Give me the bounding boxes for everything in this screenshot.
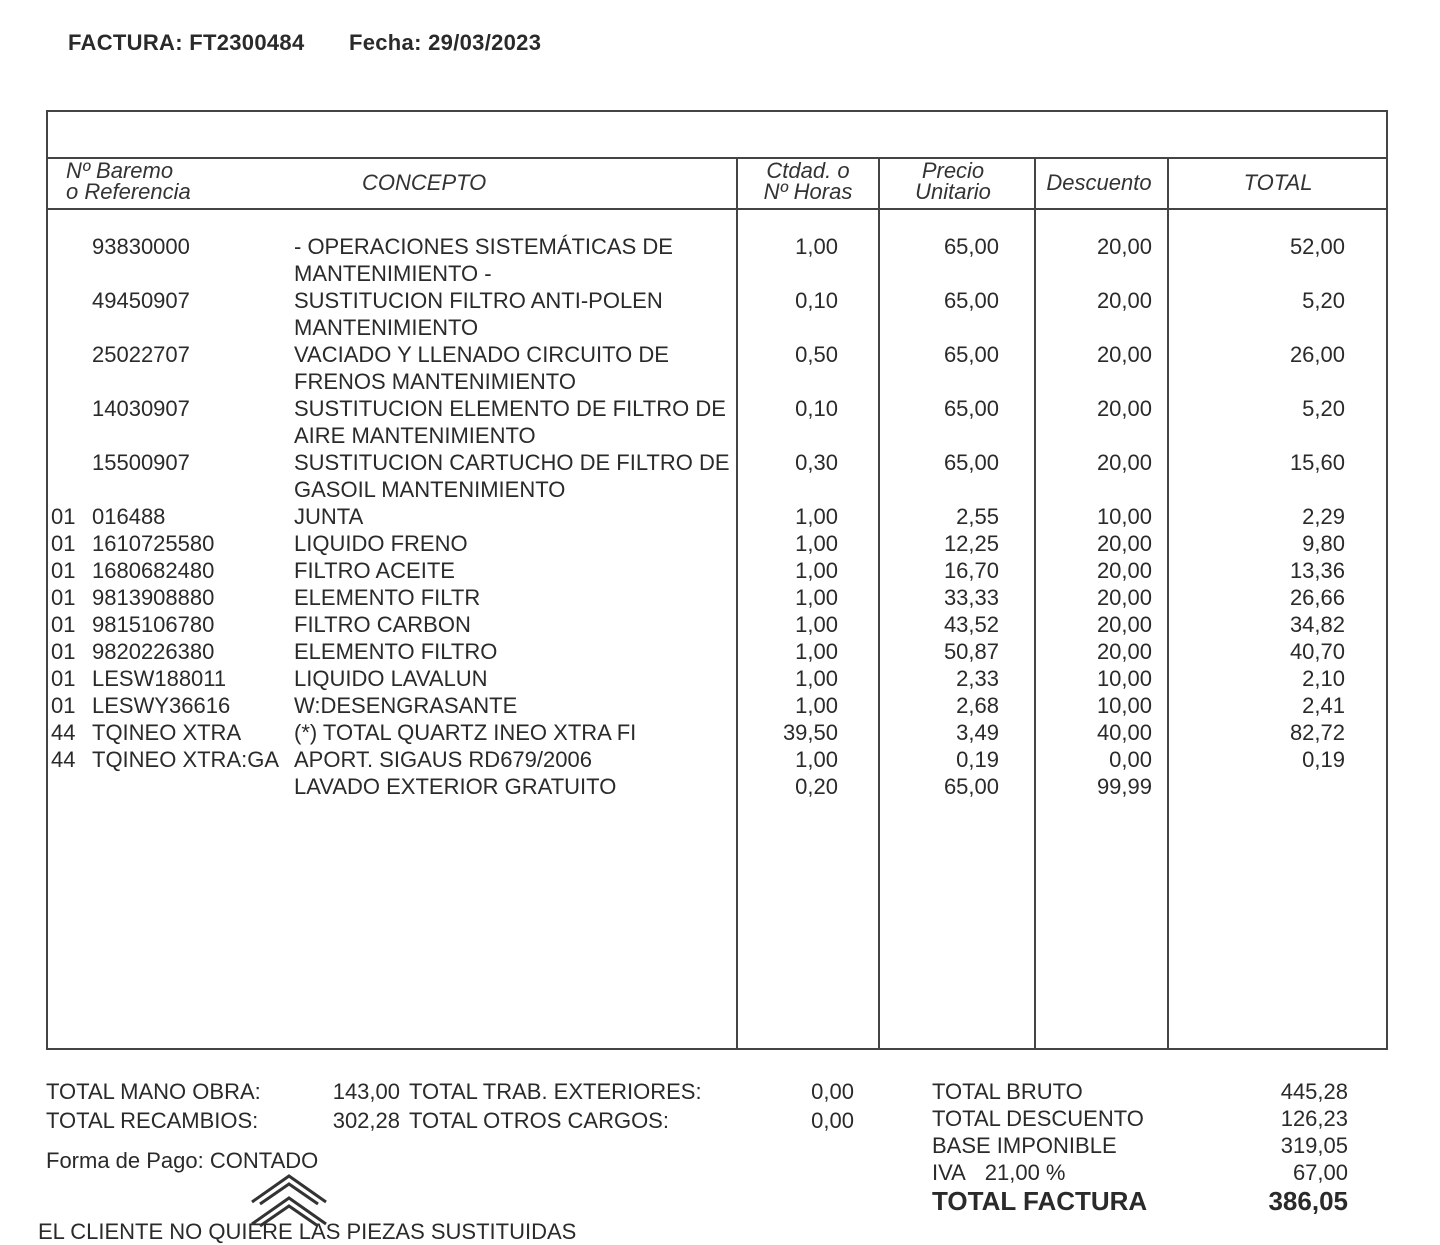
row-unit-price: 65,00 — [943, 450, 999, 475]
row-total: 5,20 — [1302, 288, 1345, 313]
row-concept: ELEMENTO FILTRO — [294, 639, 498, 664]
invoice-number — [68, 30, 304, 56]
customer-note: EL CLIENTE NO QUIERE LAS PIEZAS SUSTITUIDAS — [38, 1219, 577, 1244]
row-reference: 93830000 — [92, 234, 190, 259]
row-total: 40,70 — [1289, 639, 1345, 664]
row-discount: 10,00 — [1096, 693, 1152, 718]
row-total: 26,00 — [1289, 342, 1345, 367]
row-concept: SUSTITUCION CARTUCHO DE FILTRO DE GASOIL MANTENIMIENTO — [294, 450, 730, 502]
row-discount: 20,00 — [1096, 585, 1152, 610]
row-quantity: 39,50 — [782, 720, 838, 745]
row-discount: 20,00 — [1096, 396, 1152, 421]
col-header-concepto: CONCEPTO — [362, 170, 487, 195]
row-unit-price: 2,55 — [956, 504, 999, 529]
invoice-number-label: FACTURA: — [68, 30, 183, 55]
row-reference: 14030907 — [92, 396, 190, 421]
total-recambios-label: TOTAL RECAMBIOS: — [46, 1108, 259, 1133]
payment-method-label: Forma de Pago: — [46, 1148, 204, 1173]
row-unit-price: 65,00 — [943, 234, 999, 259]
row-reference: 9815106780 — [92, 612, 215, 637]
total-descuento-value: 126,23 — [1280, 1106, 1348, 1131]
row-prefix: 01 — [51, 504, 76, 529]
row-total: 5,20 — [1302, 396, 1345, 421]
total-mano-obra-value: 143,00 — [332, 1079, 400, 1104]
row-discount: 20,00 — [1096, 612, 1152, 637]
total-otros-cargos-value: 0,00 — [811, 1108, 854, 1133]
col-header-discount: Descuento — [1046, 170, 1152, 195]
row-discount: 20,00 — [1096, 450, 1152, 475]
row-total: 2,10 — [1302, 666, 1345, 691]
row-reference: 016488 — [92, 504, 166, 529]
row-prefix: 44 — [51, 747, 76, 772]
row-quantity: 1,00 — [795, 612, 838, 637]
invoice-date-value: 29/03/2023 — [428, 30, 542, 55]
row-reference: 9813908880 — [92, 585, 215, 610]
table-top-divider — [48, 157, 1386, 159]
row-quantity: 1,00 — [795, 666, 838, 691]
col-header-unit-price-line1: Precio — [921, 158, 985, 183]
iva-value: 67,00 — [1292, 1160, 1348, 1185]
row-discount: 20,00 — [1096, 288, 1152, 313]
row-concept: ELEMENTO FILTR — [294, 585, 481, 610]
header-divider — [48, 208, 1386, 210]
row-reference: 9820226380 — [92, 639, 215, 664]
row-reference: TQINEO XTRA — [92, 720, 242, 745]
row-unit-price: 65,00 — [943, 288, 999, 313]
row-prefix: 01 — [51, 585, 76, 610]
col-header-total: TOTAL — [1243, 170, 1313, 195]
row-prefix: 01 — [51, 693, 76, 718]
row-quantity: 0,10 — [795, 396, 838, 421]
col-header-reference-line2: o Referencia — [66, 179, 191, 204]
total-trab-exteriores-label: TOTAL TRAB. EXTERIORES: — [409, 1079, 702, 1104]
row-discount: 20,00 — [1096, 342, 1152, 367]
col-header-quantity-line1: Ctdad. o — [766, 158, 850, 183]
row-reference: LESWY36616 — [92, 693, 231, 718]
invoice-number-value: FT2300484 — [189, 30, 305, 55]
row-discount: 20,00 — [1096, 558, 1152, 583]
row-unit-price: 50,87 — [943, 639, 999, 664]
row-concept: FILTRO ACEITE — [294, 558, 455, 583]
total-factura-value: 386,05 — [1268, 1186, 1348, 1216]
row-unit-price: 3,49 — [956, 720, 999, 745]
column-divider — [736, 157, 738, 1048]
row-quantity: 1,00 — [795, 531, 838, 556]
row-prefix: 01 — [51, 558, 76, 583]
row-quantity: 1,00 — [795, 639, 838, 664]
invoice-date-label: Fecha: — [349, 30, 422, 55]
row-total: 82,72 — [1289, 720, 1345, 745]
iva-label — [932, 1159, 1065, 1186]
row-reference: 1680682480 — [92, 558, 215, 583]
row-unit-price: 2,33 — [956, 666, 999, 691]
total-mano-obra-label: TOTAL MANO OBRA: — [46, 1079, 261, 1104]
row-unit-price: 65,00 — [943, 774, 999, 799]
row-quantity: 0,30 — [795, 450, 838, 475]
row-concept: VACIADO Y LLENADO CIRCUITO DE FRENOS MANTENIMIENTO — [294, 342, 669, 394]
row-total: 26,66 — [1289, 585, 1345, 610]
row-concept: LAVADO EXTERIOR GRATUITO — [294, 774, 617, 799]
row-reference: 15500907 — [92, 450, 190, 475]
row-unit-price: 33,33 — [943, 585, 999, 610]
row-concept: W:DESENGRASANTE — [294, 693, 518, 718]
col-header-quantity-line2: Nº Horas — [763, 179, 853, 204]
row-prefix: 44 — [51, 720, 76, 745]
row-concept: APORT. SIGAUS RD679/2006 — [294, 747, 592, 772]
row-total: 9,80 — [1302, 531, 1345, 556]
row-discount: 0,00 — [1109, 747, 1152, 772]
total-recambios-value: 302,28 — [332, 1108, 400, 1133]
row-reference: 25022707 — [92, 342, 190, 367]
base-imponible-value: 319,05 — [1280, 1133, 1348, 1158]
row-quantity: 1,00 — [795, 747, 838, 772]
row-quantity: 1,00 — [795, 693, 838, 718]
row-discount: 20,00 — [1096, 234, 1152, 259]
row-total: 15,60 — [1289, 450, 1345, 475]
row-reference: TQINEO XTRA:GA — [92, 747, 280, 772]
col-header-reference — [66, 160, 191, 202]
row-unit-price: 65,00 — [943, 396, 999, 421]
col-header-reference-line1: Nº Baremo — [66, 158, 174, 183]
row-concept: LIQUIDO LAVALUN — [294, 666, 488, 691]
row-quantity: 0,20 — [795, 774, 838, 799]
row-discount: 20,00 — [1096, 639, 1152, 664]
row-quantity: 1,00 — [795, 558, 838, 583]
row-prefix: 01 — [51, 612, 76, 637]
row-unit-price: 65,00 — [943, 342, 999, 367]
row-total: 52,00 — [1289, 234, 1345, 259]
col-header-unit-price — [880, 160, 1026, 202]
row-quantity: 1,00 — [795, 585, 838, 610]
row-discount: 10,00 — [1096, 666, 1152, 691]
row-discount: 10,00 — [1096, 504, 1152, 529]
row-reference: 1610725580 — [92, 531, 215, 556]
row-discount: 20,00 — [1096, 531, 1152, 556]
row-concept: (*) TOTAL QUARTZ INEO XTRA FI — [294, 720, 637, 745]
row-reference: 49450907 — [92, 288, 190, 313]
payment-method-value: CONTADO — [209, 1148, 319, 1173]
row-quantity: 0,10 — [795, 288, 838, 313]
row-concept: JUNTA — [294, 504, 364, 529]
col-header-quantity — [740, 160, 876, 202]
row-concept: SUSTITUCION ELEMENTO DE FILTRO DE AIRE MANTENIMIENTO — [294, 396, 726, 448]
iva-label-text: IVA — [932, 1160, 965, 1185]
row-prefix: 01 — [51, 666, 76, 691]
col-header-unit-price-line2: Unitario — [915, 179, 991, 204]
invoice-date — [349, 30, 541, 56]
row-discount: 99,99 — [1096, 774, 1152, 799]
iva-rate: 21,00 % — [984, 1160, 1066, 1185]
row-unit-price: 12,25 — [943, 531, 999, 556]
total-factura-label: TOTAL FACTURA — [932, 1186, 1148, 1216]
row-concept: SUSTITUCION FILTRO ANTI-POLEN MANTENIMIENTO — [294, 288, 663, 340]
row-quantity: 1,00 — [795, 234, 838, 259]
row-total: 34,82 — [1289, 612, 1345, 637]
row-concept: FILTRO CARBON — [294, 612, 471, 637]
row-unit-price: 2,68 — [956, 693, 999, 718]
citroen-chevrons-icon — [246, 1168, 332, 1234]
base-imponible-label: BASE IMPONIBLE — [932, 1133, 1117, 1158]
total-bruto-label: TOTAL BRUTO — [932, 1079, 1083, 1104]
row-unit-price: 43,52 — [943, 612, 999, 637]
total-descuento-label: TOTAL DESCUENTO — [932, 1106, 1144, 1131]
total-otros-cargos-label: TOTAL OTROS CARGOS: — [409, 1108, 669, 1133]
row-total: 2,41 — [1302, 693, 1345, 718]
row-concept: LIQUIDO FRENO — [294, 531, 468, 556]
row-reference: LESW188011 — [92, 666, 227, 691]
column-divider — [1167, 157, 1169, 1048]
row-prefix: 01 — [51, 639, 76, 664]
row-total: 2,29 — [1302, 504, 1345, 529]
row-prefix: 01 — [51, 531, 76, 556]
total-bruto-value: 445,28 — [1280, 1079, 1348, 1104]
row-concept: - OPERACIONES SISTEMÁTICAS DE MANTENIMIENTO - — [294, 234, 673, 286]
row-quantity: 0,50 — [795, 342, 838, 367]
row-unit-price: 16,70 — [943, 558, 999, 583]
row-total: 13,36 — [1289, 558, 1345, 583]
total-trab-exteriores-value: 0,00 — [811, 1079, 854, 1104]
row-unit-price: 0,19 — [956, 747, 999, 772]
row-discount: 40,00 — [1096, 720, 1152, 745]
row-quantity: 1,00 — [795, 504, 838, 529]
row-total: 0,19 — [1302, 747, 1345, 772]
